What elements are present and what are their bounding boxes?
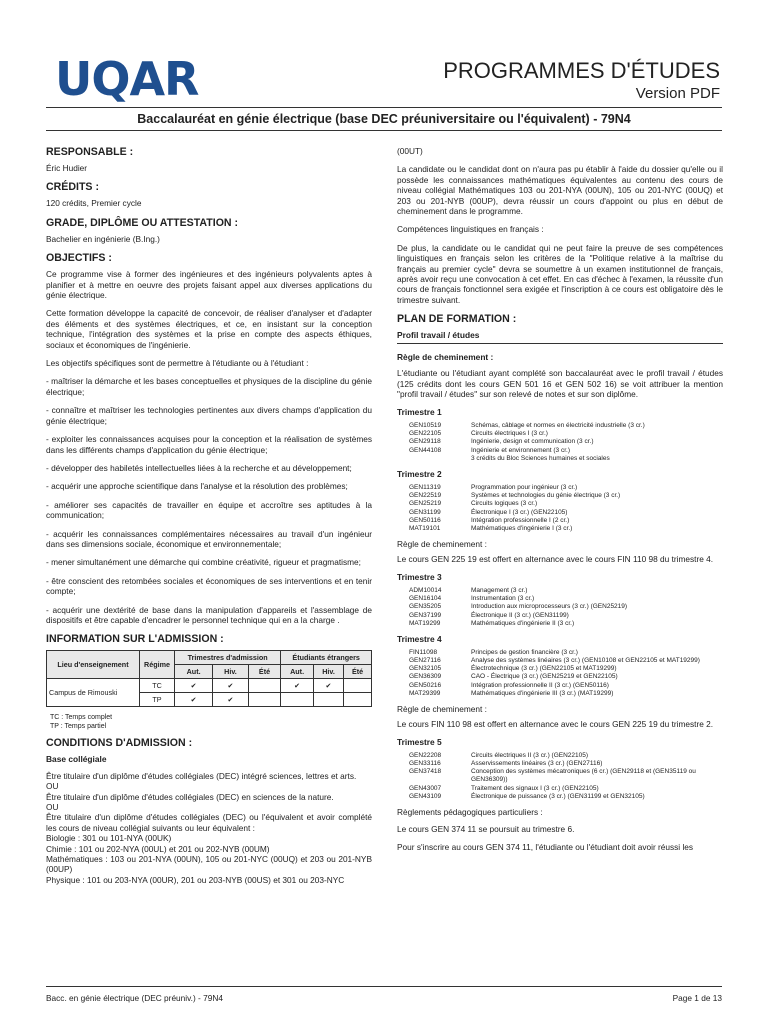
course-row	[409, 509, 723, 517]
paragraph: La candidate ou le candidat dont on n'aura pas pu établir à l'aide du dossier qu'elle ou il possède les connaissances mathématiques équivalentes au contenu des cours de niveau collégial Mathématiques 103 ou 201-NYA (00UN), 105 ou 201-NYC (00UQ) et 203 ou 201-NYB (00UP), devra réussir un cours d'appoint ou plus en début de cheminement dans le programme.	[397, 164, 723, 217]
course-code: GEN11319	[409, 483, 441, 491]
course-title: Ingénierie, design et communication (3 cr.)	[471, 438, 594, 446]
course-title: 3 crédits du Bloc Sciences humaines et sociales	[471, 454, 610, 462]
course-code: GEN16104	[409, 594, 442, 602]
course-title: Principes de gestion financière (3 cr.)	[471, 648, 578, 656]
footer-rule	[46, 986, 722, 987]
paragraph: L'étudiante ou l'étudiant ayant complété son baccalauréat avec le profil travail / études (125 crédits dont les cours GEN 501 16 et GEN 502 16) se voit attribuer la mention "profil travail / études" sur son relevé de notes et sur son diplôme.	[397, 368, 723, 399]
course-title: Conception des systèmes mécatroniques (6 cr.) (GEN29118 et (GEN35119 ou GEN36309))	[471, 768, 696, 784]
conditions-text	[46, 771, 372, 885]
course-title: Introduction aux microprocesseurs (3 cr.) (GEN25219)	[471, 603, 628, 611]
course-row	[409, 525, 723, 533]
course-code: GEN43109	[409, 792, 442, 800]
objective-paragraph: Cette formation développe la capacité de concevoir, de réaliser d'analyser et d'adapter des éléments et des systèmes électriques, et ce, en insistant sur la conception technique, l'intégration des systèmes et la prise en compte des aspects éthiques, sociaux et économiques de l'ingénierie.	[46, 308, 372, 350]
course-list	[409, 752, 723, 802]
trimestre-heading: Trimestre 4	[397, 634, 442, 645]
empty-cell	[344, 693, 372, 707]
course-code: MAT19101	[409, 525, 441, 533]
objective-paragraph: - acquérir une dextérité de base dans la manipulation d'appareils et l'assemblage de dispositifs et être capable d'encadrer le personnel technique qui en a la charge .	[46, 604, 372, 625]
course-row	[409, 455, 723, 463]
course-code: FIN11098	[409, 648, 438, 656]
course-list	[409, 649, 723, 699]
trimestre-heading: Trimestre 5	[397, 737, 442, 748]
page-number: Page 1 de 13	[672, 993, 722, 1003]
course-title: Management (3 cr.)	[471, 586, 528, 594]
course-code: GEN50216	[409, 681, 442, 689]
course-row	[409, 673, 723, 681]
course-row	[409, 603, 723, 611]
course-row	[409, 752, 723, 760]
course-code: GEN50116	[409, 516, 441, 524]
trimestre-heading: Trimestre 3	[397, 572, 442, 583]
table-legend	[50, 713, 372, 731]
left-column	[46, 146, 372, 885]
plan-heading: PLAN DE FORMATION :	[397, 313, 517, 326]
reglements-label: Règlements pédagogiques particuliers :	[397, 807, 543, 818]
credits-value: 120 crédits, Premier cycle	[46, 198, 142, 209]
objective-paragraph: - connaître et maîtriser les technologies pertinentes aux divers champs d'application du génie électrique;	[46, 405, 372, 426]
base-collegiale-heading: Base collégiale	[46, 754, 107, 765]
objective-paragraph: - maîtriser la démarche et les bases conceptuelles et physiques de la discipline du génie électrique;	[46, 376, 372, 397]
grade-heading: GRADE, DIPLÔME OU ATTESTATION :	[46, 216, 239, 229]
th-regime: Régime	[140, 651, 175, 679]
title-rule-bottom	[46, 130, 722, 131]
regime-tp: TP	[140, 693, 175, 707]
check-icon: ✔	[213, 679, 249, 693]
course-list	[409, 484, 723, 534]
grade-value: Bachelier en ingénierie (B.Ing.)	[46, 233, 160, 244]
course-title: Analyse des systèmes linéaires (3 cr.) (GEN10108 et GEN22105 et MAT19299)	[471, 656, 700, 664]
course-row	[409, 649, 723, 657]
course-code: GEN10519	[409, 421, 442, 429]
course-title: Électronique de puissance (3 cr.) (GEN31199 et GEN32105)	[471, 792, 645, 800]
course-code: GEN35205	[409, 603, 442, 611]
course-row	[409, 492, 723, 500]
course-title: Électronique I (3 cr.) (GEN22105)	[471, 508, 568, 516]
course-row	[409, 517, 723, 525]
course-row	[409, 793, 723, 801]
paragraph: Pour s'inscrire au cours GEN 374 11, l'étudiante ou l'étudiant doit avoir réussi les	[397, 842, 694, 853]
objective-paragraph: - être conscient des retombées sociales et économiques de ses interventions et en tenir compte;	[46, 575, 372, 597]
course-row	[409, 430, 723, 438]
course-code: GEN22208	[409, 751, 442, 759]
check-icon: ✔	[175, 679, 213, 693]
condition-line: OU	[46, 802, 59, 812]
course-code: GEN27116	[409, 656, 441, 664]
course-code: GEN44108	[409, 446, 442, 454]
legend-tp: TP : Temps partiel	[50, 723, 107, 731]
course-title: Schémas, câblage et normes en électricité industrielle (3 cr.)	[471, 421, 645, 429]
page-footer	[46, 993, 722, 1003]
check-icon: ✔	[313, 679, 343, 693]
th-etrangers: Étudiants étrangers	[281, 651, 372, 665]
th-ete: Été	[344, 665, 372, 679]
regle-label: Règle de cheminement :	[397, 704, 487, 715]
course-title: CAO - Électrique (3 cr.) (GEN25219 et GEN22105)	[471, 673, 618, 681]
course-code: GEN37199	[409, 611, 442, 619]
paragraph: Le cours GEN 374 11 se poursuit au trimestre 6.	[397, 823, 575, 834]
course-row	[409, 438, 723, 446]
trimestre-heading: Trimestre 2	[397, 469, 442, 480]
objective-paragraph: Ce programme vise à former des ingénieures et des ingénieurs polyvalents aptes à planifier et à mettre en oeuvre des projets faisant appel aux diverses applications du génie électrique.	[46, 269, 372, 301]
course-row	[409, 484, 723, 492]
th-hiv: Hiv.	[313, 665, 343, 679]
course-title: Électrotechnique (3 cr.) (GEN22105 et MAT19299)	[471, 665, 617, 673]
condition-line: OU	[46, 781, 59, 792]
course-row	[409, 690, 723, 698]
course-code: ADM10014	[409, 586, 442, 594]
empty-cell	[281, 693, 314, 707]
paragraph: Le cours FIN 110 98 est offert en alternance avec le cours GEN 225 19 du trimestre 2.	[397, 718, 714, 729]
course-title: Circuits électriques I (3 cr.)	[471, 430, 548, 438]
objectifs-heading: OBJECTIFS :	[46, 252, 112, 265]
condition-line: Chimie : 101 ou 202-NYA (00UL) et 201 ou 202-NYB (00UM)	[46, 843, 270, 854]
conditions-heading: CONDITIONS D'ADMISSION :	[46, 737, 193, 750]
course-code: GEN25219	[409, 500, 442, 508]
course-title: Asservissements linéaires (3 cr.) (GEN27116)	[471, 759, 603, 767]
condition-line: Mathématiques : 103 ou 201-NYA (00UN), 105 ou 201-NYC (00UQ) et 203 ou 201-NYB (00UP)	[46, 854, 372, 875]
course-code: GEN22519	[409, 491, 442, 499]
objective-paragraph: - mener simultanément une démarche qui combine créativité, rigueur et pragmatisme;	[46, 557, 361, 568]
course-title: Mathématiques d'ingénierie I (3 cr.)	[471, 525, 573, 533]
course-title: Circuits électriques II (3 cr.) (GEN22105)	[471, 751, 589, 759]
condition-line: Être titulaire d'un diplôme d'études collégiales (DEC) en sciences de la nature.	[46, 791, 334, 802]
admission-heading: INFORMATION SUR L'ADMISSION :	[46, 633, 224, 646]
course-code: GEN22105	[409, 430, 442, 438]
responsable-heading: RESPONSABLE :	[46, 146, 134, 158]
objective-paragraph: - améliorer ses capacités de travailler en équipe et accroître ses aptitudes à la communication;	[46, 499, 372, 521]
objective-paragraph: - développer des habiletés intellectuelles liées à la recherche et au développement;	[46, 462, 352, 473]
course-list	[409, 587, 723, 628]
course-row	[409, 500, 723, 508]
header-title: PROGRAMMES D'ÉTUDES	[443, 58, 720, 83]
responsable-value: Éric Hudier	[46, 163, 88, 173]
course-row	[409, 785, 723, 793]
course-title: Programmation pour ingénieur (3 cr.)	[471, 483, 578, 491]
course-row	[409, 760, 723, 768]
course-row	[409, 768, 723, 785]
header-subtitle: Version PDF	[635, 85, 720, 102]
course-title: Instrumentation (3 cr.)	[471, 594, 535, 602]
check-icon: ✔	[213, 693, 249, 707]
uqar-logo: UQAR	[55, 52, 199, 106]
trimestre-heading: Trimestre 1	[397, 407, 442, 418]
credits-heading: CRÉDITS :	[46, 181, 99, 194]
th-trimestres: Trimestres d'admission	[175, 651, 281, 665]
condition-line: Être titulaire d'un diplôme d'études collégiales (DEC) intégré sciences, lettres et arts.	[46, 770, 357, 781]
course-row	[409, 422, 723, 430]
condition-line: Biologie : 301 ou 101-NYA (00UK)	[46, 833, 172, 844]
course-code: GEN29118	[409, 438, 441, 446]
check-icon: ✔	[281, 679, 314, 693]
course-code: MAT29399	[409, 689, 441, 697]
right-column	[397, 146, 723, 861]
objective-paragraph: - acquérir une approche scientifique dans l'analyse et la résolution des problèmes;	[46, 481, 348, 492]
footer-program: Bacc. en génie électrique (DEC préuniv.) - 79N4	[46, 993, 223, 1003]
course-title: Circuits logiques (3 cr.)	[471, 500, 538, 508]
course-row	[409, 587, 723, 595]
empty-cell	[248, 693, 281, 707]
admission-table	[46, 650, 372, 707]
course-row	[409, 657, 723, 665]
th-hiv: Hiv.	[213, 665, 249, 679]
course-title: Mathématiques d'ingénierie III (3 cr.) (MAT19299)	[471, 689, 614, 697]
empty-cell	[313, 693, 343, 707]
course-title: Électronique II (3 cr.) (GEN31199)	[471, 611, 569, 619]
course-code: GEN36309	[409, 673, 442, 681]
course-title: Traitement des signaux I (3 cr.) (GEN22105)	[471, 784, 599, 792]
condition-line: Être titulaire d'un diplôme d'études collégiales (DEC) ou l'équivalent et avoir complété les cours de niveau collégial suivants ou leur équivalent :	[46, 812, 372, 833]
course-list	[409, 422, 723, 463]
course-title: Intégration professionnelle II (3 cr.) (GEN50116)	[471, 681, 609, 689]
empty-cell	[248, 679, 281, 693]
course-title: Systèmes et technologies du génie électrique (3 cr.)	[471, 491, 621, 499]
th-ete: Été	[248, 665, 281, 679]
course-code: GEN37418	[409, 768, 442, 776]
th-lieu: Lieu d'enseignement	[47, 651, 140, 679]
profil-heading: Profil travail / études	[397, 330, 723, 343]
regle-heading: Règle de cheminement :	[397, 351, 494, 362]
paragraph: Compétences linguistiques en français :	[397, 224, 544, 235]
course-row	[409, 620, 723, 628]
paragraph: Le cours GEN 225 19 est offert en alternance avec le cours FIN 110 98 du trimestre 4.	[397, 553, 714, 564]
paragraph: De plus, la candidate ou le candidat qui ne peut faire la preuve de ses compétences linguistiques en français selon les critères de la "Politique relative à la maîtrise du français au premier cycle" devra se soumettre à un examen institutionnel de français, après avoir reçu une convocation à cet effet. En cas d'échec à l'examen, la réussite d'un cours de français fonctionnel sera exigée et l'inscription à ce cours est obligatoire dès le trimestre suivant.	[397, 242, 723, 305]
course-code: GEN31199	[409, 508, 441, 516]
course-title: Intégration professionnelle I (2 cr.)	[471, 516, 570, 524]
course-code: GEN33116	[409, 759, 441, 767]
course-title: Ingénierie et environnement (3 cr.)	[471, 446, 570, 454]
regime-tc: TC	[140, 679, 175, 693]
condition-line: Physique : 101 ou 203-NYA (00UR), 201 ou 203-NYB (00US) et 301 ou 203-NYC	[46, 874, 345, 885]
objective-paragraph: - acquérir les connaissances complémentaires nécessaires au travail d'un ingénieur dans ses dimensions sociale, économique et environnementale;	[46, 528, 372, 549]
course-code: MAT19299	[409, 619, 441, 627]
continued-text: (00UT)	[397, 146, 423, 156]
title-rule-top	[46, 107, 722, 108]
course-row	[409, 612, 723, 620]
regle-label: Règle de cheminement :	[397, 539, 487, 550]
course-code	[409, 455, 471, 463]
course-row	[409, 447, 723, 455]
legend-tc: TC : Temps complet	[50, 714, 113, 722]
empty-cell	[344, 679, 372, 693]
course-code: GEN43007	[409, 784, 442, 792]
course-row	[409, 682, 723, 690]
course-code: GEN32105	[409, 665, 442, 673]
objective-paragraph: - exploiter les connaissances acquises pour la conception et la réalisation de systèmes dans les différents champs d'application du génie électrique;	[46, 434, 372, 455]
course-title: Mathématiques d'ingénierie II (3 cr.)	[471, 619, 575, 627]
objective-paragraph: Les objectifs spécifiques sont de permettre à l'étudiante ou à l'étudiant :	[46, 358, 309, 369]
check-icon: ✔	[175, 693, 213, 707]
th-aut: Aut.	[281, 665, 314, 679]
course-row	[409, 595, 723, 603]
document-title: Baccalauréat en génie électrique (base DEC préuniversitaire ou l'équivalent) - 79N4	[137, 112, 631, 126]
campus-cell: Campus de Rimouski	[47, 679, 140, 707]
th-aut: Aut.	[175, 665, 213, 679]
